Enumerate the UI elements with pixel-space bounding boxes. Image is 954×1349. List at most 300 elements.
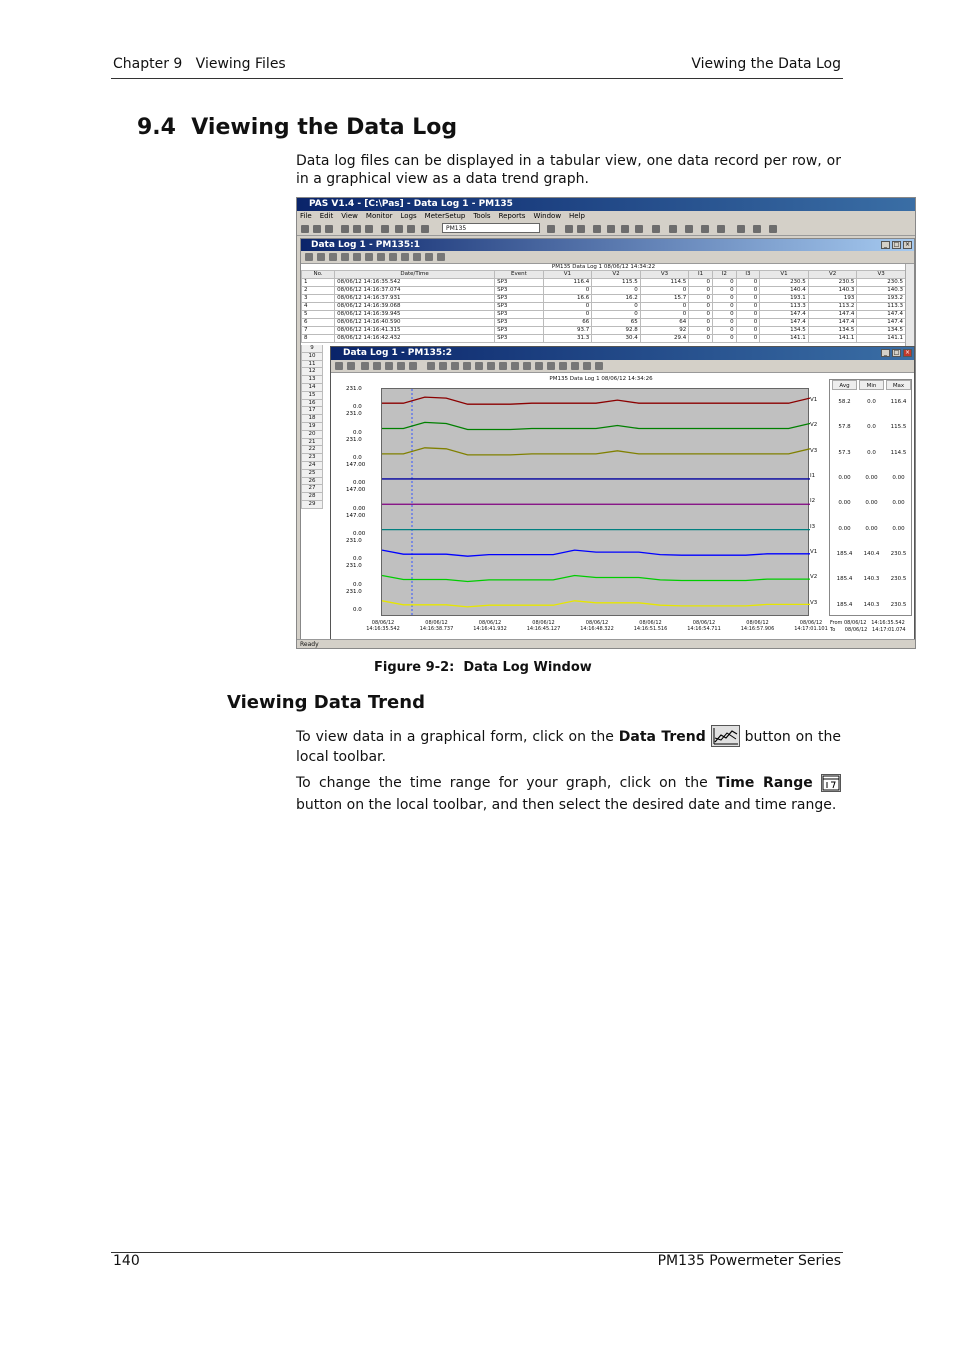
table-cell: 29.4	[640, 335, 689, 343]
empty-row-numbers	[301, 345, 323, 509]
x-axis-tick-label: 08/06/12 14:16:54.711	[687, 620, 721, 632]
table-cell: 147.4	[808, 319, 857, 327]
x-axis-tick-label: 08/06/12 14:17:01.101	[794, 620, 828, 632]
trend-line	[382, 550, 810, 556]
y-axis-bottom-label: 0.00	[353, 505, 366, 512]
table-cell: 147.4	[857, 319, 906, 327]
page-header-right: Viewing the Data Log	[691, 56, 841, 72]
y-axis-top-label: 231.0	[346, 436, 362, 443]
plot-area	[381, 388, 809, 616]
table-cell: 0	[592, 287, 641, 295]
table-cell: SP3	[495, 311, 544, 319]
maximize-icon: □	[893, 241, 900, 248]
table-cell: 193	[808, 295, 857, 303]
toolbar-icon	[377, 253, 385, 261]
stats-value: 230.5	[890, 601, 907, 608]
stats-value: 0.00	[892, 525, 905, 532]
y-axis-bottom-label: 0.0	[353, 581, 362, 588]
table-cell: SP3	[495, 303, 544, 311]
table-cell: 134.5	[808, 327, 857, 335]
row-number: 26	[301, 478, 323, 486]
toolbar-icon	[329, 253, 337, 261]
row-number: 12	[301, 368, 323, 376]
table-caption: PM135 Data Log 1 08/06/12 14:34:22	[551, 264, 656, 270]
maximize-icon: □	[893, 349, 900, 356]
toolbar-icon	[425, 253, 433, 261]
table-cell: 8	[302, 335, 335, 343]
stats-header: Avg	[832, 380, 857, 390]
toolbar-icon	[437, 253, 445, 261]
stats-value: 140.4	[863, 551, 880, 558]
toolbar-icon	[427, 362, 435, 370]
y-axis-bottom-label: 0.0	[353, 607, 362, 613]
toolbar-icon	[385, 362, 393, 370]
toolbar-icon	[365, 253, 373, 261]
column-header: I3	[736, 271, 760, 279]
table-cell: 0	[689, 295, 713, 303]
table-cell: 1	[302, 279, 335, 287]
table-cell: 0	[736, 295, 760, 303]
table-cell: 0	[640, 311, 689, 319]
table-cell: 0	[689, 319, 713, 327]
y-axis-bottom-label: 0.0	[353, 404, 362, 411]
table-cell: 6	[302, 319, 335, 327]
table-cell: 7	[302, 327, 335, 335]
menu-item: Logs	[400, 212, 417, 220]
series-label: V1	[810, 548, 818, 555]
table-cell: 0	[712, 319, 736, 327]
stats-value: 0.00	[865, 525, 878, 532]
table-cell: 134.5	[857, 327, 906, 335]
status-bar: Ready	[297, 639, 915, 648]
toolbar-icon	[341, 253, 349, 261]
table-row	[302, 311, 906, 319]
table-cell: 08/06/12 14:16:42.432	[335, 335, 495, 343]
table-cell: 0	[689, 311, 713, 319]
column-header: V2	[808, 271, 857, 279]
stats-value: 116.4	[890, 399, 907, 406]
table-row	[302, 287, 906, 295]
section-title: 9.4 Viewing the Data Log	[137, 115, 458, 140]
table-cell: 0	[736, 319, 760, 327]
stats-value: 114.5	[890, 449, 907, 456]
table-cell: SP3	[495, 319, 544, 327]
table-cell: 113.2	[808, 303, 857, 311]
toolbar-icon	[595, 362, 603, 370]
stats-value: 0.0	[867, 424, 876, 431]
table-cell: 4	[302, 303, 335, 311]
toolbar-icon	[635, 225, 643, 233]
table-row	[302, 319, 906, 327]
menu-item: Edit	[319, 212, 334, 220]
row-number: 9	[301, 345, 323, 353]
table-cell: 0	[736, 303, 760, 311]
stats-value: 230.5	[890, 576, 907, 583]
y-axis-top-label: 231.0	[346, 563, 362, 570]
series-label: I3	[810, 523, 816, 530]
stats-value: 0.00	[838, 500, 851, 507]
header-rule	[111, 78, 843, 79]
app-title-bar: PAS V1.4 - [C:\Pas] - Data Log 1 - PM135	[297, 198, 915, 211]
table-cell: SP3	[495, 327, 544, 335]
table-cell: 08/06/12 14:16:35.542	[335, 279, 495, 287]
toolbar-icon	[463, 362, 471, 370]
footer-product: PM135 Powermeter Series	[657, 1253, 841, 1269]
table-cell: 08/06/12 14:16:39.068	[335, 303, 495, 311]
range-from: From 08/06/12 14:16:35.542	[830, 620, 905, 626]
toolbar-icon	[475, 362, 483, 370]
table-cell: 0	[712, 303, 736, 311]
stats-value: 0.00	[838, 475, 851, 482]
paragraph-data-trend: To view data in a graphical form, click on the Data Trend button on the local toolbar.	[296, 726, 841, 767]
stats-value: 185.4	[836, 601, 853, 608]
series-label: V2	[810, 422, 818, 429]
stats-value: 115.5	[890, 424, 907, 431]
table-cell: 0	[712, 327, 736, 335]
column-header: V3	[640, 271, 689, 279]
y-axis-top-label: 231.0	[346, 386, 362, 392]
table-cell: 140.3	[857, 287, 906, 295]
stats-value: 57.3	[838, 449, 851, 456]
table-cell: 0	[736, 335, 760, 343]
toolbar-icon	[607, 225, 615, 233]
toolbar-icon	[571, 362, 579, 370]
stats-value: 0.00	[892, 475, 905, 482]
graph-caption: PM135 Data Log 1 08/06/12 14:34:26	[549, 376, 653, 382]
table-cell: 114.5	[640, 279, 689, 287]
toolbar-icon	[753, 225, 761, 233]
trend-line	[382, 397, 810, 404]
table-cell: 0	[689, 279, 713, 287]
table-local-toolbar	[301, 251, 914, 264]
row-number: 22	[301, 446, 323, 454]
x-axis-tick-label: 08/06/12 14:16:48.322	[580, 620, 614, 632]
toolbar-icon	[325, 225, 333, 233]
table-cell: 141.1	[808, 335, 857, 343]
table-cell: 115.5	[592, 279, 641, 287]
y-axis-top-label: 231.0	[346, 538, 362, 544]
row-number: 27	[301, 485, 323, 493]
table-cell: 0	[543, 311, 592, 319]
page-number: 140	[113, 1253, 140, 1269]
stats-value: 0.0	[867, 449, 876, 456]
table-cell: 66	[543, 319, 592, 327]
table-cell: 0	[712, 335, 736, 343]
stats-value: 185.4	[836, 551, 853, 558]
menu-item: Help	[569, 212, 586, 220]
device-combo: PM135	[442, 223, 540, 233]
toolbar-icon	[439, 362, 447, 370]
stats-panel	[829, 379, 912, 616]
table-cell: 0	[712, 295, 736, 303]
stats-value: 0.00	[892, 500, 905, 507]
table-cell: 0	[689, 303, 713, 311]
toolbar-icon	[365, 225, 373, 233]
app-toolbar	[297, 222, 915, 236]
time-range-icon	[821, 774, 841, 792]
toolbar-icon	[341, 225, 349, 233]
row-number: 28	[301, 493, 323, 501]
series-label: I1	[810, 472, 816, 479]
column-header: I2	[712, 271, 736, 279]
table-cell: 230.5	[808, 279, 857, 287]
toolbar-icon	[487, 362, 495, 370]
table-cell: 92	[640, 327, 689, 335]
toolbar-icon	[535, 362, 543, 370]
table-cell: 93.7	[543, 327, 592, 335]
app-menubar	[297, 211, 915, 222]
series-label: V3	[810, 447, 818, 454]
table-cell: 0	[543, 303, 592, 311]
x-axis-tick-label: 08/06/12 14:16:51.516	[633, 620, 668, 632]
toolbar-icon	[701, 225, 709, 233]
toolbar-icon	[353, 253, 361, 261]
toolbar-icon	[451, 362, 459, 370]
table-row	[302, 279, 906, 287]
toolbar-icon	[499, 362, 507, 370]
x-axis-tick-label: 08/06/12 14:16:38.737	[419, 620, 454, 632]
table-cell: SP3	[495, 287, 544, 295]
toolbar-icon	[717, 225, 725, 233]
row-number: 21	[301, 439, 323, 447]
table-cell: 0	[640, 287, 689, 295]
toolbar-icon	[559, 362, 567, 370]
close-icon: ×	[904, 241, 911, 248]
column-header: Date/Time	[335, 271, 495, 279]
table-cell: 113.3	[760, 303, 809, 311]
row-number: 11	[301, 361, 323, 369]
toolbar-icon	[305, 253, 313, 261]
y-axis-top-label: 147.00	[346, 512, 366, 519]
table-cell: 113.3	[857, 303, 906, 311]
graph-window-title: Data Log 1 - PM135:2	[331, 347, 914, 360]
table-cell: 65	[592, 319, 641, 327]
table-cell: SP3	[495, 335, 544, 343]
graph-local-toolbar	[331, 360, 914, 373]
range-to: To 08/06/12 14:17:01.074	[830, 627, 906, 633]
table-cell: 140.4	[760, 287, 809, 295]
toolbar-icon	[421, 225, 429, 233]
row-number: 10	[301, 353, 323, 361]
stats-value: 0.00	[865, 500, 878, 507]
stats-value: 140.3	[863, 601, 880, 608]
menu-item: Monitor	[365, 212, 393, 220]
table-cell: 0	[543, 287, 592, 295]
minimize-icon: _	[881, 349, 890, 357]
table-cell: 0	[712, 311, 736, 319]
table-cell: 5	[302, 311, 335, 319]
series-label: V2	[810, 574, 818, 581]
toolbar-icon	[361, 362, 369, 370]
stats-value: 0.0	[867, 399, 876, 406]
table-row	[302, 303, 906, 311]
x-axis-tick-label: 08/06/12 14:16:35.542	[366, 620, 400, 632]
page-header-left: Chapter 9 Viewing Files	[113, 56, 286, 72]
stats-value: 58.2	[838, 399, 851, 406]
table-cell: 08/06/12 14:16:37.074	[335, 287, 495, 295]
toolbar-icon	[652, 225, 660, 233]
toolbar-icon	[669, 225, 677, 233]
stats-value: 140.3	[863, 576, 880, 583]
table-cell: 0	[689, 327, 713, 335]
toolbar-icon	[769, 225, 777, 233]
toolbar-icon	[737, 225, 745, 233]
toolbar-icon	[593, 225, 601, 233]
table-cell: 0	[592, 303, 641, 311]
x-axis-tick-label: 08/06/12 14:16:45.127	[526, 620, 561, 632]
row-number: 24	[301, 462, 323, 470]
series-label: I2	[810, 498, 816, 505]
table-cell: 140.3	[808, 287, 857, 295]
table-cell: 92.8	[592, 327, 641, 335]
table-cell: 147.4	[760, 311, 809, 319]
subsection-title: Viewing Data Trend	[227, 692, 425, 713]
y-axis-top-label: 231.0	[346, 588, 362, 595]
menu-item: File	[300, 212, 312, 220]
stats-header: Max	[886, 380, 911, 390]
row-number: 17	[301, 407, 323, 415]
toolbar-icon	[409, 362, 417, 370]
stats-value: 0.00	[838, 525, 851, 532]
toolbar-icon	[335, 362, 343, 370]
table-cell: SP3	[495, 295, 544, 303]
row-number: 18	[301, 415, 323, 423]
y-axis-bottom-label: 0.0	[353, 556, 362, 563]
toolbar-icon	[401, 253, 409, 261]
column-header: I1	[689, 271, 713, 279]
series-label: V3	[810, 599, 818, 606]
menu-item: MeterSetup	[424, 212, 466, 220]
table-cell: 2	[302, 287, 335, 295]
table-cell: 16.2	[592, 295, 641, 303]
table-cell: 230.5	[857, 279, 906, 287]
table-cell: 116.4	[543, 279, 592, 287]
table-cell: 0	[592, 311, 641, 319]
row-number: 19	[301, 423, 323, 431]
toolbar-icon	[373, 362, 381, 370]
column-header: Event	[495, 271, 544, 279]
toolbar-icon	[395, 225, 403, 233]
toolbar-icon	[685, 225, 693, 233]
table-cell: 0	[736, 279, 760, 287]
toolbar-icon	[523, 362, 531, 370]
stats-value: 57.8	[838, 424, 851, 431]
paragraph-time-range: To change the time range for your graph, click on the Time Range button on the local toolbar, and then select the desired date and time range.	[296, 772, 841, 816]
table-cell: 0	[689, 287, 713, 295]
table-cell: 0	[736, 287, 760, 295]
toolbar-icon	[407, 225, 415, 233]
stats-value: 0.00	[865, 475, 878, 482]
graph-window	[330, 346, 915, 646]
table-cell: 08/06/12 14:16:40.590	[335, 319, 495, 327]
trend-line	[382, 422, 810, 429]
table-cell: 3	[302, 295, 335, 303]
table-cell: 141.1	[857, 335, 906, 343]
table-cell: 08/06/12 14:16:39.945	[335, 311, 495, 319]
table-cell: 193.2	[857, 295, 906, 303]
y-axis-top-label: 147.00	[346, 462, 366, 468]
trend-svg	[382, 389, 810, 617]
toolbar-icon	[317, 253, 325, 261]
table-cell: 16.6	[543, 295, 592, 303]
data-log-screenshot	[296, 197, 916, 649]
y-axis-bottom-label: 0.0	[353, 455, 362, 461]
toolbar-icon	[381, 225, 389, 233]
trend-line	[382, 601, 810, 607]
table-row	[302, 327, 906, 335]
table-cell: SP3	[495, 279, 544, 287]
stats-value: 185.4	[836, 576, 853, 583]
row-number: 14	[301, 384, 323, 392]
row-number: 29	[301, 501, 323, 509]
stats-header: Min	[859, 380, 884, 390]
table-cell: 64	[640, 319, 689, 327]
row-number: 23	[301, 454, 323, 462]
toolbar-icon	[389, 253, 397, 261]
table-cell: 0	[736, 327, 760, 335]
table-row	[302, 335, 906, 343]
menu-item: View	[341, 212, 358, 220]
table-cell: 141.1	[760, 335, 809, 343]
table-cell: 0	[640, 303, 689, 311]
menu-item: Tools	[473, 212, 491, 220]
column-header: V2	[592, 271, 641, 279]
table-cell: 0	[689, 335, 713, 343]
y-axis-bottom-label: 0.00	[353, 480, 366, 487]
series-label: V1	[810, 396, 818, 403]
trend-line	[382, 576, 810, 582]
table-cell: 31.3	[543, 335, 592, 343]
table-cell: 0	[736, 311, 760, 319]
data-table	[301, 270, 906, 343]
table-cell: 147.4	[760, 319, 809, 327]
toolbar-icon	[353, 225, 361, 233]
column-header: V1	[760, 271, 809, 279]
table-cell: 0	[712, 279, 736, 287]
toolbar-icon	[511, 362, 519, 370]
intro-paragraph: Data log files can be displayed in a tabular view, one data record per row, or in a graphical view as a data trend graph.	[296, 153, 841, 187]
table-cell: 230.5	[760, 279, 809, 287]
minimize-icon: _	[881, 241, 890, 249]
y-axis-top-label: 147.00	[346, 487, 366, 494]
trend-line	[382, 448, 810, 455]
row-number: 25	[301, 470, 323, 478]
toolbar-icon	[301, 225, 309, 233]
column-header: No.	[302, 271, 335, 279]
toolbar-icon	[565, 225, 573, 233]
stats-value: 230.5	[890, 551, 907, 558]
row-number: 15	[301, 392, 323, 400]
menu-item: Reports	[498, 212, 526, 220]
toolbar-icon	[413, 253, 421, 261]
table-cell: 08/06/12 14:16:37.931	[335, 295, 495, 303]
column-header: V1	[543, 271, 592, 279]
data-trend-icon	[711, 725, 740, 747]
toolbar-icon	[583, 362, 591, 370]
table-cell: 0	[712, 287, 736, 295]
y-axis-bottom-label: 0.0	[353, 429, 362, 436]
row-number: 20	[301, 431, 323, 439]
toolbar-icon	[547, 362, 555, 370]
toolbar-icon	[397, 362, 405, 370]
menu-item: Window	[533, 212, 562, 220]
table-cell: 15.7	[640, 295, 689, 303]
y-axis-top-label: 231.0	[346, 411, 362, 418]
toolbar-icon	[347, 362, 355, 370]
column-header: V3	[857, 271, 906, 279]
toolbar-icon	[577, 225, 585, 233]
row-number: 13	[301, 376, 323, 384]
